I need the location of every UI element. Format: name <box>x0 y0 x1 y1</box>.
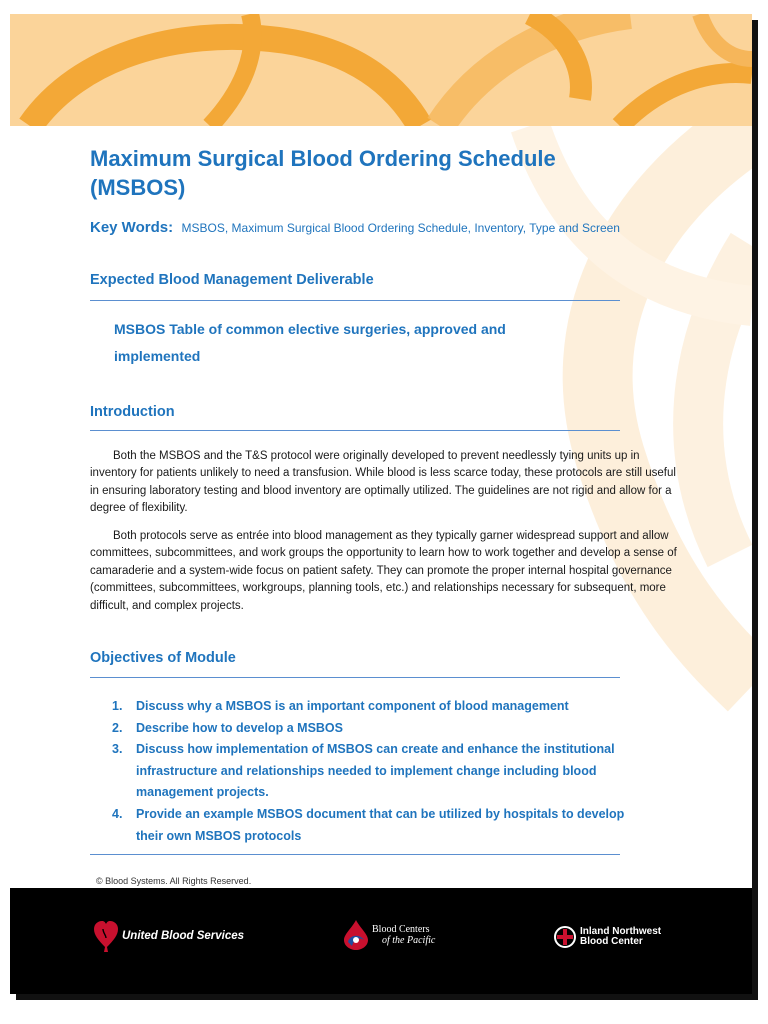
logo-label: United Blood Services <box>122 930 245 942</box>
keywords-text: MSBOS, Maximum Surgical Blood Ordering Schedule, Inventory, Type and Screen <box>181 221 620 235</box>
list-item-text: Discuss how implementation of MSBOS can create and enhance the institutional infrastructure and relationships needed to implement change including blood management projects. <box>136 742 615 800</box>
list-item-text: Discuss why a MSBOS is an important component of blood management <box>136 699 569 713</box>
list-item-number: 3. <box>112 742 123 757</box>
list-item-number: 1. <box>112 699 123 713</box>
keywords-label: Key Words: <box>90 219 174 236</box>
drop-swirl-icon <box>344 920 368 950</box>
section-divider <box>90 677 620 678</box>
deliverable-text: MSBOS Table of common elective surgeries, approved and implemented <box>114 321 506 364</box>
circle-cross-icon <box>554 926 576 948</box>
introduction-heading: Introduction <box>90 404 175 420</box>
header-banner <box>10 14 752 126</box>
objectives-list <box>90 696 650 847</box>
list-item-number: 4. <box>112 806 123 821</box>
logo-label-line1: Inland Northwest <box>580 926 662 937</box>
blood-centers-of-the-pacific-logo <box>344 920 435 950</box>
list-item <box>90 804 650 847</box>
section-divider <box>90 430 620 431</box>
banner-graphic <box>10 14 752 126</box>
keywords-line <box>90 219 710 237</box>
logo-label <box>372 924 435 946</box>
section-divider <box>90 300 620 301</box>
list-item <box>90 739 650 804</box>
list-item-text: Provide an example MSBOS document that can be utilized by hospitals to develop their own MSBOS protocols <box>136 806 625 843</box>
logo-label-line1: Blood Centers <box>372 924 430 935</box>
section-divider <box>90 854 620 855</box>
objectives-heading: Objectives of Module <box>90 650 236 666</box>
list-item-text: Describe how to develop a MSBOS <box>136 720 343 735</box>
copyright-notice: © Blood Systems. All Rights Reserved. <box>96 876 252 886</box>
inland-northwest-blood-center-logo <box>554 926 661 948</box>
list-item <box>90 696 650 718</box>
list-item-number: 2. <box>112 720 123 735</box>
logo-label-line2: Blood Center <box>580 936 643 947</box>
logo-label <box>580 927 661 947</box>
list-item <box>90 718 650 740</box>
document-page <box>10 14 752 994</box>
united-blood-services-logo <box>94 920 244 952</box>
document-title: Maximum Surgical Blood Ordering Schedule (MSBOS) <box>90 146 556 200</box>
heart-drop-icon <box>94 920 118 952</box>
intro-paragraph-1: Both the MSBOS and the T&S protocol were originally developed to prevent needlessly tying units up in inventory for patients unlikely to need a transfusion. While blood is less scarce today, these protocols are still useful in ensuring laboratory testing and blood inventory are optimally utilized. The guidelines are not rigid and allow for a degree of flexibility. <box>90 450 676 515</box>
logo-label-line2: of the Pacific <box>382 935 436 946</box>
intro-paragraph-2: Both protocols serve as entrée into blood management as they typically garner widespread support and allow committees, subcommittees, and work groups the opportunity to learn how to work together and develop a sense of camaraderie and a system-wide focus on patient safety. They can promote the proper internal hospital governance (committees, subcommittees, workgroups, planning tools, etc.) and relationships necessary for subsequent, more difficult, and complex projects. <box>90 530 677 612</box>
footer-bar <box>10 888 752 994</box>
deliverable-heading: Expected Blood Management Deliverable <box>90 272 374 288</box>
